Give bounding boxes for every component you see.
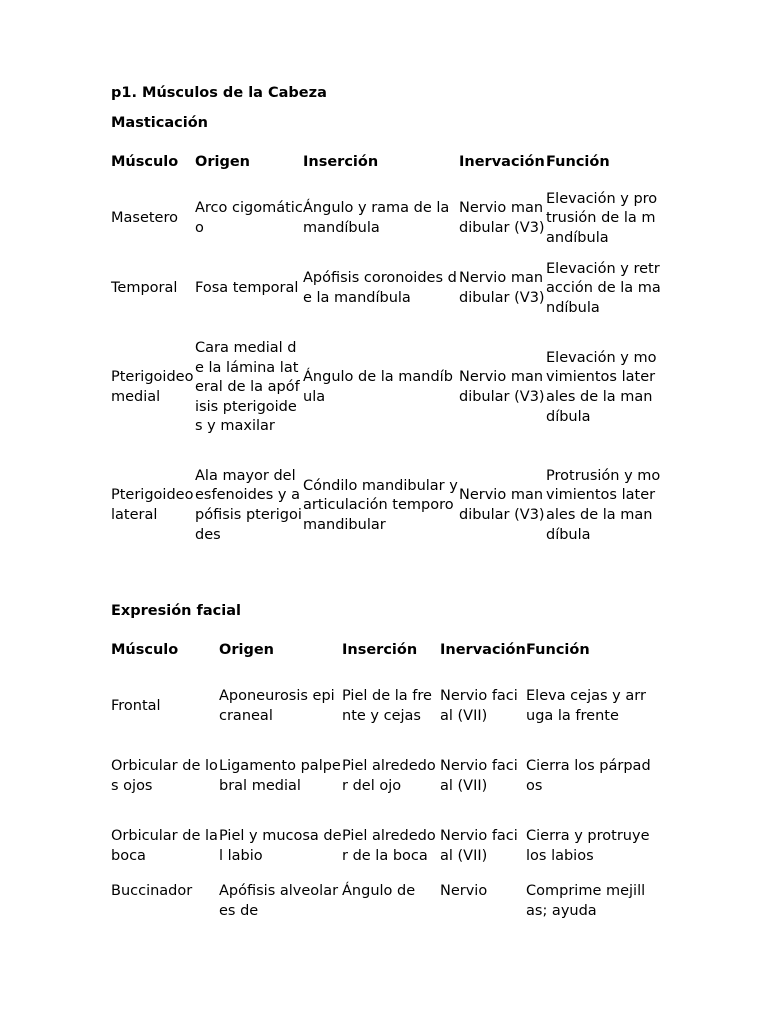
table-row: [111, 672, 651, 742]
column-header-function: Función: [546, 154, 610, 171]
cell-function: Elevación y protrusión de la mandíbula: [546, 190, 658, 246]
cell-muscle: Orbicular de los ojos: [111, 758, 218, 794]
column-header-muscle: Músculo: [111, 154, 179, 171]
cell-insertion: Piel alrededor de la boca: [342, 828, 436, 864]
cell-innervation: Nervio facial (VII): [440, 688, 518, 724]
cell-function: Protrusión y movimientos laterales de la mandíbula: [546, 467, 661, 543]
cell-origin: Apófisis alveolares de: [219, 883, 339, 919]
section-heading-facial-expression: Expresión facial: [111, 603, 241, 619]
cell-origin: Arco cigomático: [195, 200, 303, 236]
table-header-row: [111, 142, 661, 184]
cell-function: Comprime mejillas; ayuda: [526, 883, 646, 919]
column-header-insertion: Inserción: [342, 642, 418, 659]
column-header-function: Función: [526, 642, 590, 659]
column-header-muscle: Músculo: [111, 642, 179, 659]
cell-origin: Aponeurosis epicraneal: [219, 688, 335, 724]
column-header-innervation: Inervación: [459, 154, 545, 171]
cell-innervation: Nervio mandibular (V3): [459, 369, 545, 405]
cell-innervation: Nervio mandibular (V3): [459, 200, 545, 236]
table-row: [111, 184, 661, 254]
cell-function: Eleva cejas y arruga la frente: [526, 688, 646, 724]
table-row: [111, 742, 651, 812]
cell-function: Cierra y protruye los labios: [526, 828, 650, 864]
table-mastication: [111, 142, 661, 560]
table-header-row: [111, 630, 651, 672]
column-header-insertion: Inserción: [303, 154, 379, 171]
cell-insertion: Cóndilo mandibular y articulación temporomandibular: [303, 477, 458, 533]
cell-function: Elevación y movimientos laterales de la mandíbula: [546, 349, 657, 425]
cell-insertion: Piel de la frente y cejas: [342, 688, 432, 724]
cell-function: Elevación y retracción de la mandíbula: [546, 260, 661, 316]
cell-insertion: Ángulo de la mandíbula: [303, 369, 453, 405]
cell-innervation: Nervio facial (VII): [440, 758, 518, 794]
cell-muscle: Pterigoideo lateral: [111, 487, 194, 523]
column-header-origin: Origen: [195, 154, 250, 171]
cell-insertion: Ángulo y rama de la mandíbula: [303, 200, 450, 236]
cell-muscle: Masetero: [111, 210, 178, 227]
cell-muscle: Frontal: [111, 698, 161, 715]
cell-origin: Fosa temporal: [195, 280, 299, 297]
cell-insertion: Piel alrededor del ojo: [342, 758, 436, 794]
table-row: [111, 882, 651, 942]
cell-innervation: Nervio: [440, 883, 488, 899]
cell-innervation: Nervio mandibular (V3): [459, 270, 545, 306]
column-header-origin: Origen: [219, 642, 274, 659]
cell-insertion: Ángulo de: [342, 883, 416, 899]
table-row: [111, 452, 661, 560]
cell-insertion: Apófisis coronoides de la mandíbula: [303, 270, 457, 306]
cell-function: Cierra los párpados: [526, 758, 651, 794]
cell-muscle: Temporal: [111, 280, 178, 297]
cell-innervation: Nervio mandibular (V3): [459, 487, 545, 523]
cell-origin: Piel y mucosa del labio: [219, 828, 342, 864]
section-heading-mastication: Masticación: [111, 115, 208, 131]
column-header-innervation: Inervación: [440, 642, 526, 659]
table-row: [111, 324, 661, 452]
table-row: [111, 254, 661, 324]
cell-innervation: Nervio facial (VII): [440, 828, 518, 864]
cell-muscle: Pterigoideo medial: [111, 369, 194, 405]
cell-origin: Ligamento palpebral medial: [219, 758, 341, 794]
cell-origin: Cara medial de la lámina lateral de la apófisis pterigoides y maxilar: [195, 340, 300, 435]
table-facial-expression: [111, 630, 651, 942]
cell-muscle: Buccinador: [111, 883, 193, 899]
table-row: [111, 812, 651, 882]
cell-origin: Ala mayor del esfenoides y apófisis pterigoides: [195, 467, 302, 543]
cell-muscle: Orbicular de la boca: [111, 828, 218, 864]
document-title: p1. Músculos de la Cabeza: [111, 85, 327, 101]
